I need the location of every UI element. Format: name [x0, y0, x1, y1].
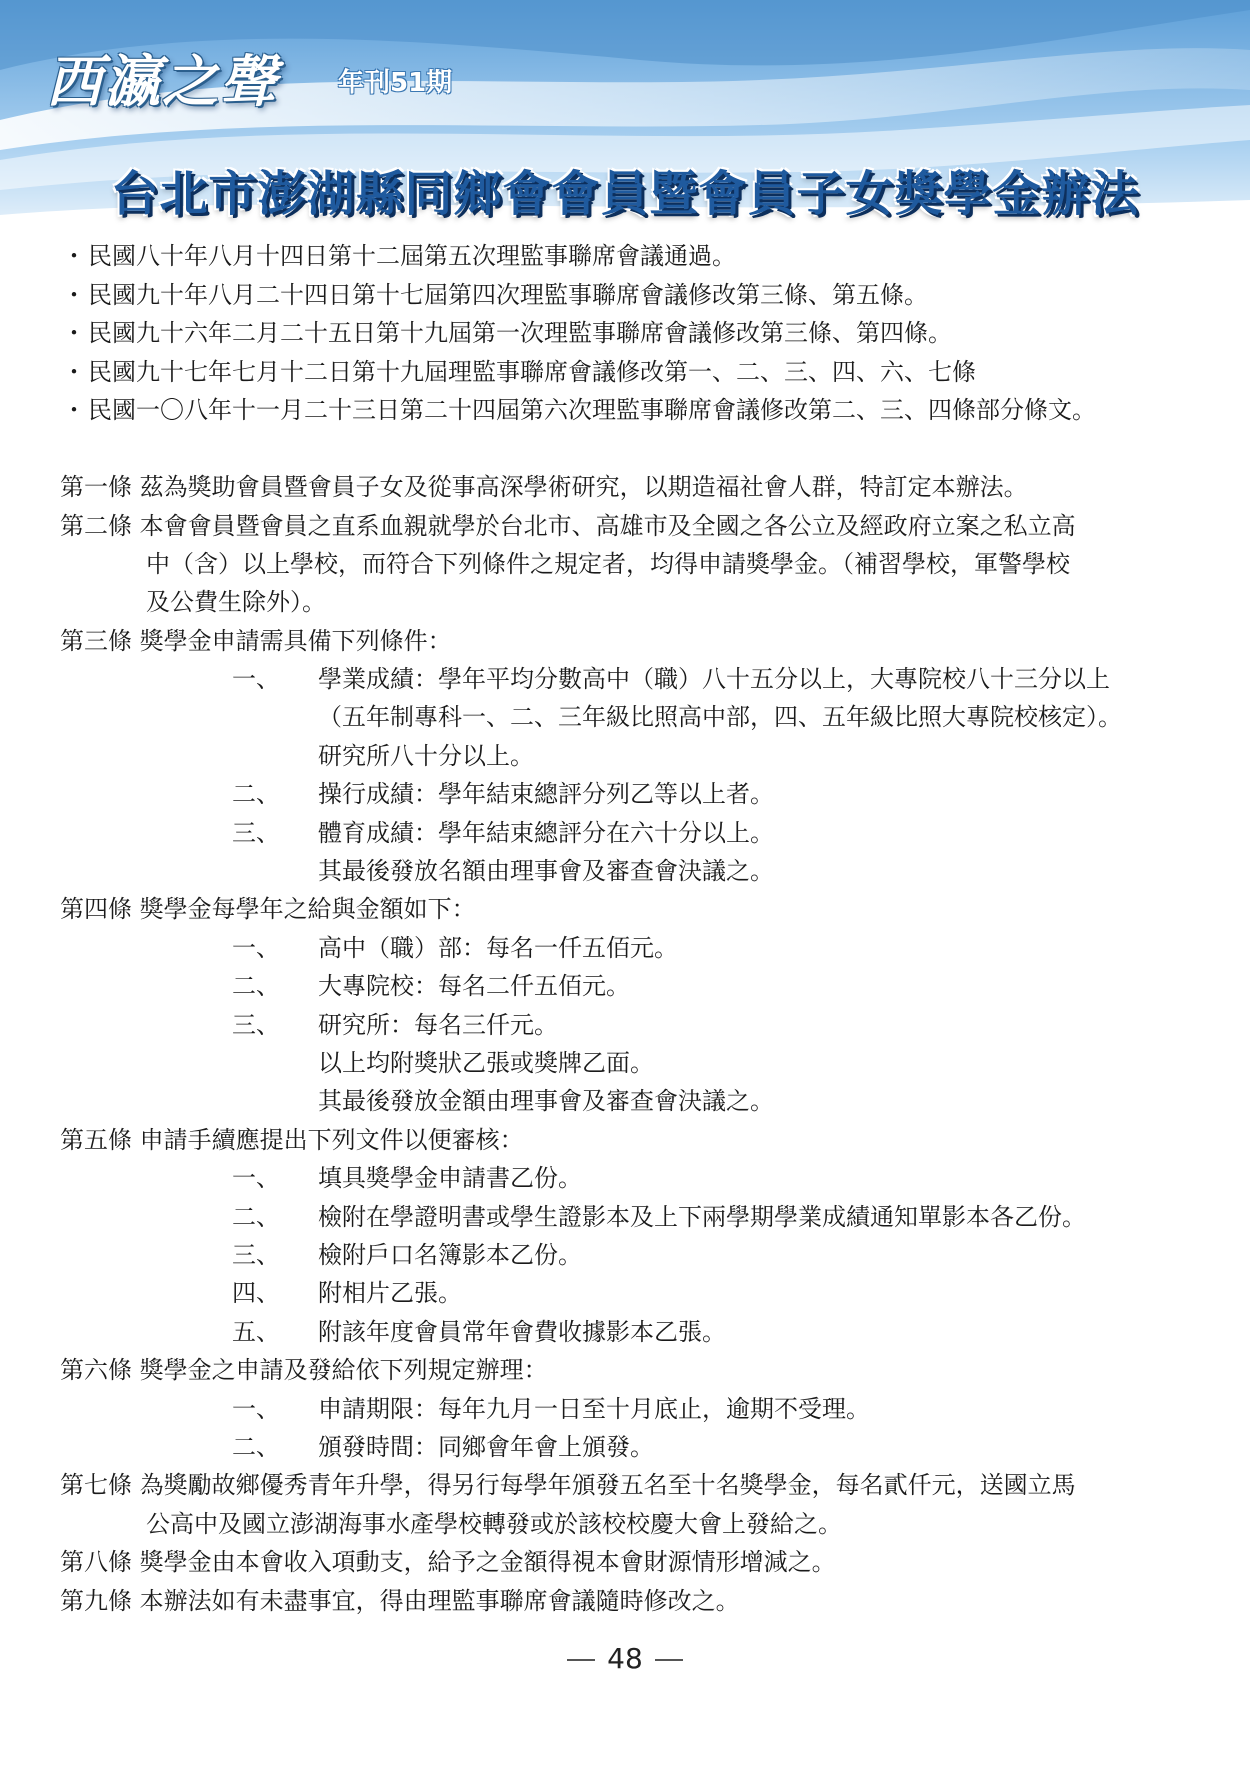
item-number: 一、	[232, 934, 280, 962]
article-7-cont: 公高中及國立澎湖海事水產學校轉發或於該校校慶大會上發給之。	[146, 1510, 842, 1538]
article-5-item: 附相片乙張。	[318, 1279, 462, 1307]
article-4-item: 高中（職）部：每名一仟五佰元。	[318, 934, 678, 962]
history-item: ・民國八十年八月十四日第十二屆第五次理監事聯席會議通過。	[62, 237, 736, 275]
item-number: 三、	[232, 1011, 280, 1039]
article-5-item: 檢附在學證明書或學生證影本及上下兩學期學業成績通知單影本各乙份。	[318, 1203, 1086, 1231]
article-5-item: 附該年度會員常年會費收據影本乙張。	[318, 1318, 726, 1346]
article-3-item: 體育成績：學年結束總評分在六十分以上。	[318, 819, 774, 847]
history-item: ・民國一〇八年十一月二十三日第二十四屆第六次理監事聯席會議修改第二、三、四條部分條文。	[62, 391, 1096, 429]
article-1: 第一條 茲為獎助會員暨會員子女及從事高深學術研究，以期造福社會人群，特訂定本辦法。	[60, 473, 1028, 501]
bullet: ・	[62, 396, 86, 424]
page-number-value: 48	[607, 1642, 643, 1675]
article-4-item: 大專院校：每名二仟五佰元。	[318, 972, 630, 1000]
item-number: 一、	[232, 1395, 280, 1423]
item-number: 二、	[232, 1433, 280, 1461]
page-title: 台北市澎湖縣同鄉會會員暨會員子女獎學金辦法	[110, 166, 1140, 222]
article-3-heading: 第三條 獎學金申請需具備下列條件：	[60, 627, 452, 655]
item-number: 三、	[232, 819, 280, 847]
bullet: ・	[62, 242, 86, 270]
article-5-heading: 第五條 申請手續應提出下列文件以便審核：	[60, 1126, 524, 1154]
article-4-item: 研究所：每名三仟元。	[318, 1011, 558, 1039]
article-6-heading: 第六條 獎學金之申請及發給依下列規定辦理：	[60, 1356, 548, 1384]
article-4-note: 以上均附獎狀乙張或獎牌乙面。	[318, 1049, 654, 1077]
article-9: 第九條 本辦法如有未盡事宜，得由理監事聯席會議隨時修改之。	[60, 1587, 740, 1615]
item-number: 一、	[232, 1164, 280, 1192]
article-3-item: 學業成績：學年平均分數高中（職）八十五分以上，大專院校八十三分以上	[318, 665, 1110, 693]
history-item: ・民國九十六年二月二十五日第十九屆第一次理監事聯席會議修改第三條、第四條。	[62, 314, 952, 352]
article-2-cont: 及公費生除外）。	[146, 588, 326, 616]
page-number	[0, 1642, 1250, 1675]
article-5-item: 填具獎學金申請書乙份。	[318, 1164, 582, 1192]
article-8: 第八條 獎學金由本會收入項動支，給予之金額得視本會財源情形增減之。	[60, 1548, 836, 1576]
item-number: 四、	[232, 1279, 280, 1307]
item-number: 五、	[232, 1318, 280, 1346]
article-6-item: 頒發時間：同鄉會年會上頒發。	[318, 1433, 654, 1461]
bullet: ・	[62, 281, 86, 309]
article-3-note: 其最後發放名額由理事會及審查會決議之。	[318, 857, 774, 885]
article-3-item: 操行成績：學年結束總評分列乙等以上者。	[318, 780, 774, 808]
item-number: 二、	[232, 1203, 280, 1231]
article-2: 第二條 本會會員暨會員之直系血親就學於台北市、高雄市及全國之各公立及經政府立案之私立高	[60, 512, 1076, 540]
history-item: ・民國九十七年七月十二日第十九屆理監事聯席會議修改第一、二、三、四、六、七條	[62, 353, 976, 391]
item-number: 二、	[232, 972, 280, 1000]
article-2-cont: 中（含）以上學校，而符合下列條件之規定者，均得申請獎學金。（補習學校，軍警學校	[146, 550, 1070, 578]
item-number: 二、	[232, 780, 280, 808]
article-4-note: 其最後發放金額由理事會及審查會決議之。	[318, 1087, 774, 1115]
article-3-item-cont: （五年制專科一、二、三年級比照高中部，四、五年級比照大專院校核定）。	[318, 703, 1122, 731]
bullet: ・	[62, 319, 86, 347]
article-6-item: 申請期限：每年九月一日至十月底止，逾期不受理。	[318, 1395, 870, 1423]
article-7: 第七條 為獎勵故鄉優秀青年升學，得另行每學年頒發五名至十名獎學金，每名貳仟元，送國立馬	[60, 1471, 1076, 1499]
item-number: 三、	[232, 1241, 280, 1269]
article-3-item-cont: 研究所八十分以上。	[318, 742, 534, 770]
issue-label: 年刊51期	[338, 68, 453, 98]
magazine-logo: 西瀛之聲	[46, 49, 278, 115]
item-number: 一、	[232, 665, 280, 693]
article-4-heading: 第四條 獎學金每學年之給與金額如下：	[60, 895, 476, 923]
article-5-item: 檢附戶口名簿影本乙份。	[318, 1241, 582, 1269]
history-item: ・民國九十年八月二十四日第十七屆第四次理監事聯席會議修改第三條、第五條。	[62, 276, 928, 314]
bullet: ・	[62, 358, 86, 386]
page-number-dash	[655, 1659, 683, 1661]
page-number-dash	[567, 1659, 595, 1661]
